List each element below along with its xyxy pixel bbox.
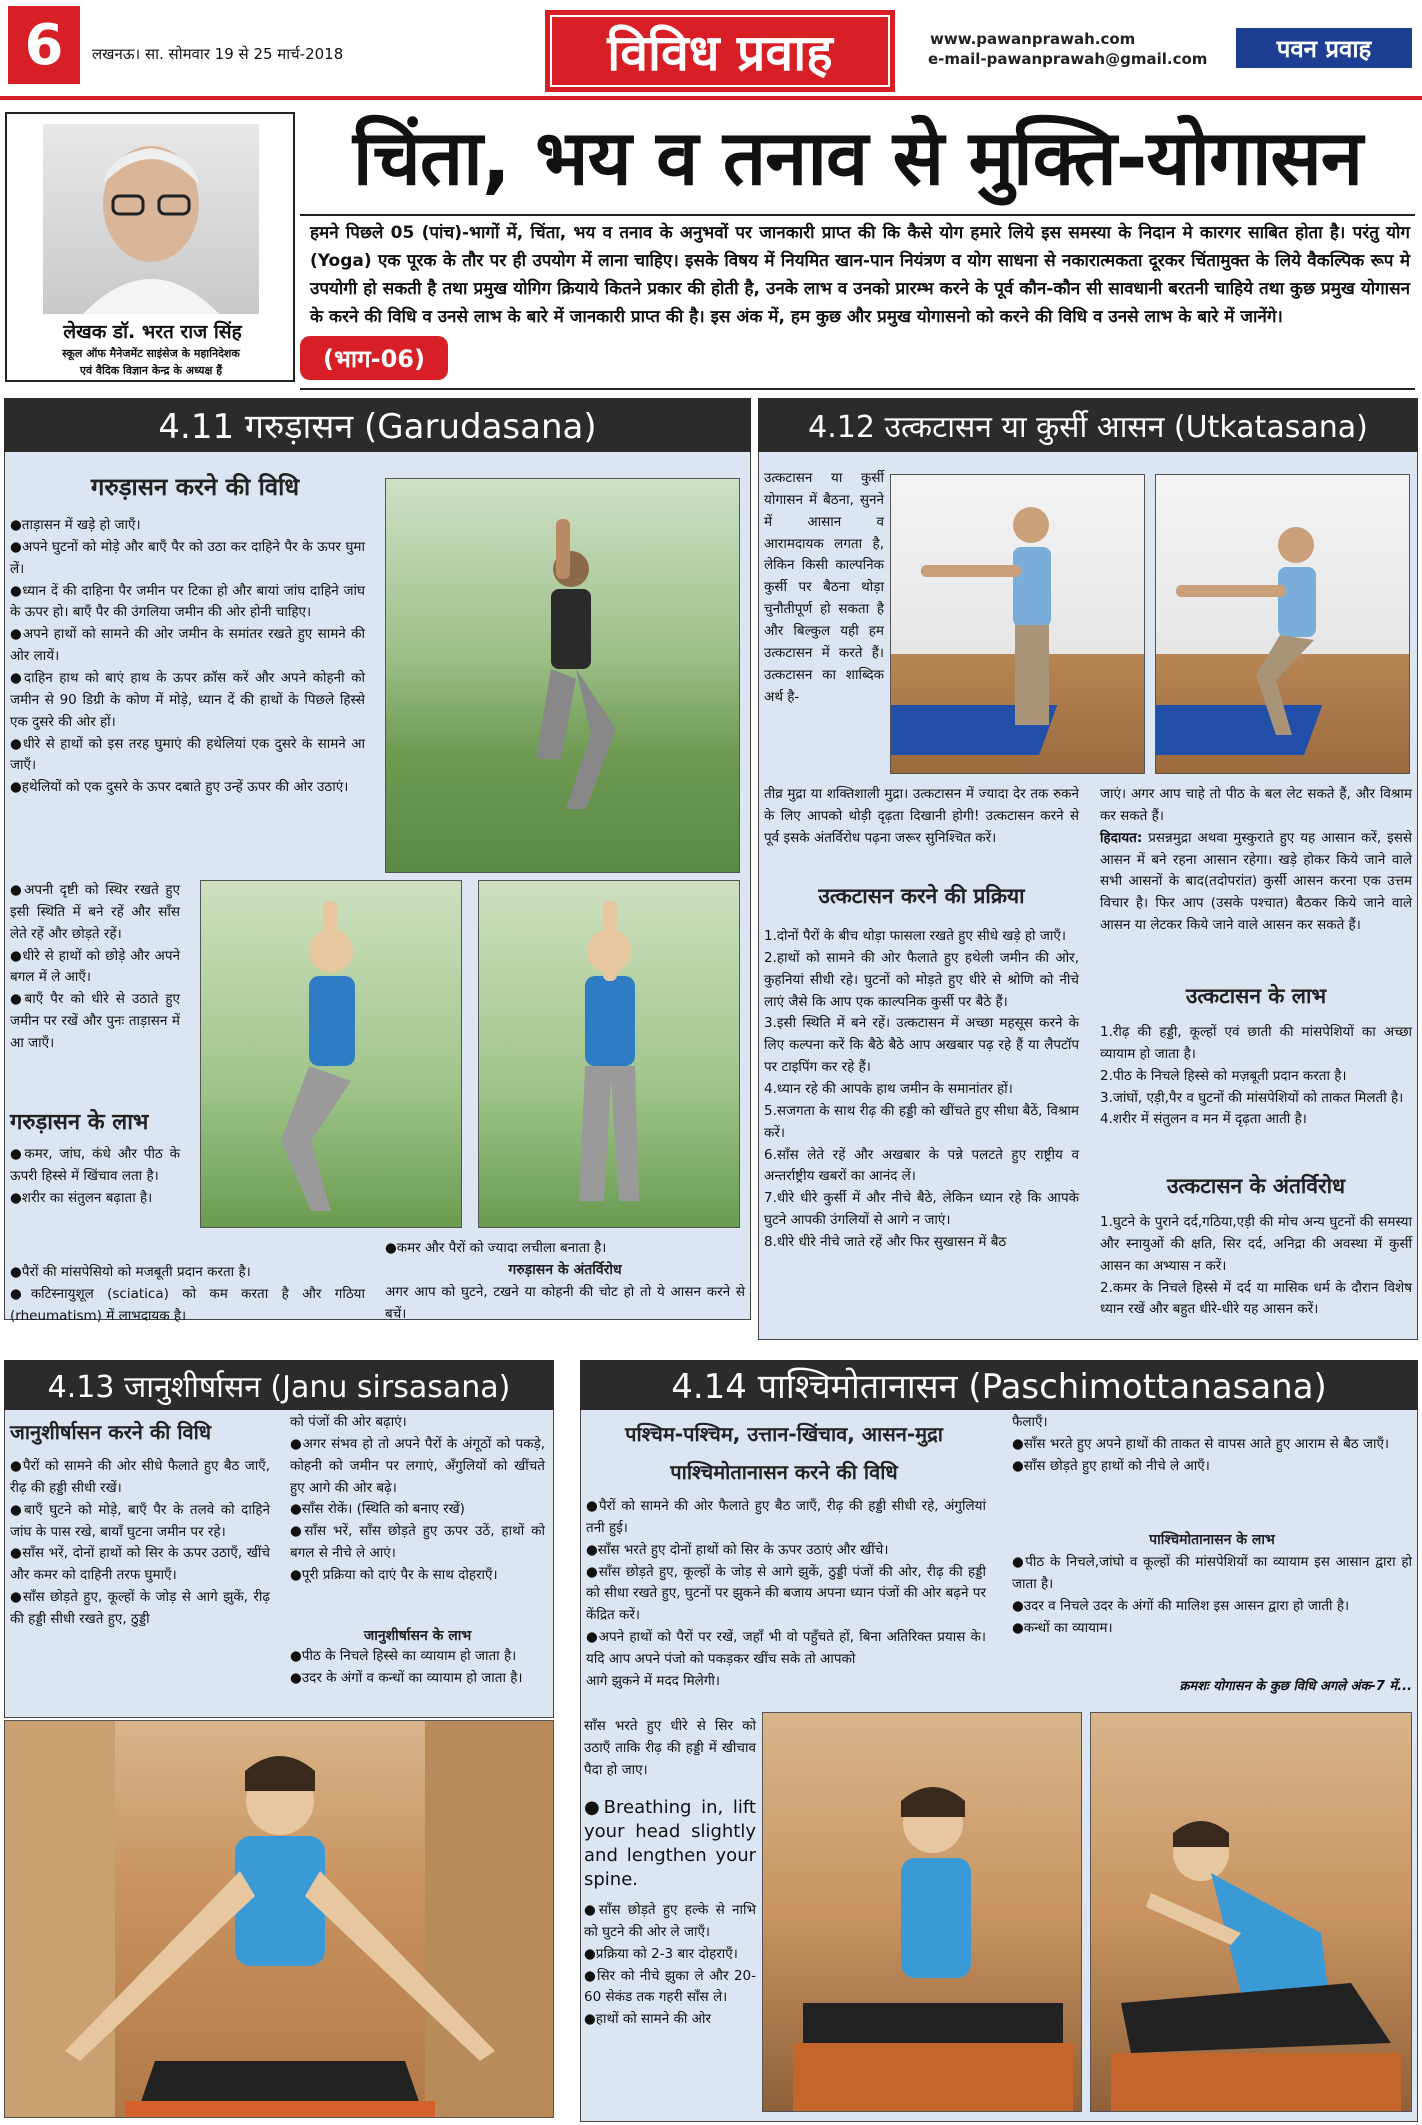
yoga-woman-eagle-pose-front-icon: [479, 881, 740, 1228]
page-number-box: 6: [8, 6, 80, 84]
part-label: (भाग-06): [300, 336, 448, 380]
yoga-person-eagle-pose-icon: [386, 479, 740, 873]
author-box: [5, 112, 295, 382]
yoga-woman-seated-pose-icon: [5, 1721, 554, 2118]
garudasana-method-head: गरुड़ासन करने की विधि: [90, 473, 300, 501]
logo: पवन प्रवाह: [1236, 28, 1412, 68]
yoga-man-chair-pose-standing-icon: [891, 475, 1145, 774]
paschi-method-head: पाश्चिमोतानासन करने की विधि: [670, 1460, 898, 1484]
email: e-mail-pawanprawah@gmail.com: [928, 50, 1208, 68]
author-designation-2: एवं वैदिक विज्ञान केन्द्र के अध्यक्ष हैं: [79, 364, 223, 377]
section-title: विविध प्रवाह: [545, 10, 895, 92]
yoga-man-chair-pose-squat-icon: [1156, 475, 1410, 774]
garudasana-benefits-narrow: ●कमर, जांघ, कंधे और पीठ के ऊपरी हिस्से में खिंचाव लता है। ●शरीर का संतुलन बढ़ाता है।: [10, 1146, 180, 1206]
garudasana-photo-park: [385, 478, 740, 873]
paschi-photo-1: [762, 1712, 1082, 2112]
utkatasana-photo-1: [890, 474, 1145, 774]
utkatasana-contra-head: उत्कटासन के अंतर्विरोध: [1166, 1174, 1345, 1198]
janu-benefits-head: जानुशीर्षासन के लाभ: [363, 1628, 472, 1644]
paschi-english: ●Breathing in, lift your head slightly and lengthen your spine.: [584, 1797, 756, 1891]
utkatasana-intro-narrow: उत्कटासन या कुर्सी योगासन में बैठना, सुनने में आसान व आरामदायक लगता है, लेकिन किसी काल्पनिक कुर्सी पर बैठना थोड़ा चुनौतीपूर्ण हो सकता है और बिल्कुल यही हम उत्कटासन में करते हैं। उत्कटासन का शाब्दिक अर्थ है-: [764, 470, 884, 705]
garudasana-benefits-head: गरुड़ासन के लाभ: [10, 1110, 149, 1135]
paschi-narrow-col2: ●साँस छोड़ते हुए हल्के से नाभि को घुटने की ओर ले जाएँ। ●प्रक्रिया को 2-3 बार दोहराएँ। ●सिर को नीचे झुका ले और 20-60 सेकंड तक गहरी साँस ले। ●हाथों को सामने की ओर: [584, 1902, 756, 2028]
paschi-col2: फैलाएँ। ●साँस भरते हुए अपने हाथों की ताकत से वापस आते हुए आराम से बैठ जाएँ। ●साँस छोड़ते हुए हाथों को नीचे ले आएँ।: [1012, 1414, 1390, 1474]
paschi-narrow-col: साँस भरते हुए धीरे से सिर को उठाएँ ताकि रीढ़ की हड्डी में खीचाव पैदा हो जाए।: [584, 1718, 756, 1778]
masthead-rule: [0, 96, 1422, 100]
yoga-woman-seated-upright-icon: [763, 1713, 1082, 2112]
garudasana-contra-head: गरुड़ासन के अंतर्विरोध: [508, 1262, 622, 1278]
janu-photo: [4, 1720, 554, 2118]
garudasana-title-bar: 4.11 गरुड़ासन (Garudasana): [4, 398, 751, 452]
tip-label: हिदायत:: [1100, 829, 1143, 846]
paschi-title-bar: 4.14 पाश्चिमोतानासन (Paschimottanasana): [580, 1360, 1418, 1410]
paschi-benefits-head: पाश्चिमोतानासन के लाभ: [1149, 1532, 1275, 1548]
author-name: लेखक डॉ. भरत राज सिंह: [63, 321, 242, 343]
janu-benefits: ●पीठ के निचले हिस्से का व्यायाम हो जाता है। ●उदर के अंगों व कन्धों का व्यायाम हो जाता है।: [290, 1648, 523, 1686]
website: www.pawanprawah.com: [930, 30, 1136, 48]
paschi-col1: ●पैरों को सामने की ओर फैलाते हुए बैठ जाएँ, रीढ़ की हड्डी सीधी रहे, अंगुलियां तनी हुई। ●साँस भरते हुए दोनों हाथों को सिर के ऊपर उठाएं और खींचे। ●साँस छोड़ते हुए, कूल्हों के जोड़ से आगे झुकें, ठुड्डी पंजों की ओर, रीढ़ की हड्डी को सीधा रखते हुए, घुटनों पर झुकने की बजाय अपना ध्यान पंजों की ओर बढ़ने पर केंद्रित करें। ●अपने हाथों को पैरों पर रखें, जहाँ भी वो पहुँचते हों, बिना अतिरिक्त प्रयास के। यदि आप अपने पंजो को पकड़कर खींच सके तो आपको आगे झुकने में मदद मिलेगी।: [586, 1498, 986, 1689]
paschi-photo-2: [1090, 1712, 1412, 2112]
author-portrait: [43, 124, 259, 314]
paschi-subtitle: पश्चिम-पश्चिम, उत्तान-खिंचाव, आसन-मुद्रा: [625, 1422, 943, 1446]
janu-col1: ●पैरों को सामने की ओर सीधे फैलाते हुए बैठ जाएँ, रीढ़ की हड्डी सीधी रखें। ●बाएँ घुटने को मोड़े, बाएँ पैर के तलवे को दाहिने जांघ के पास रखे, बायाँ घुटना जमीन पर रहे। ●साँस भरें, दोनों हाथों को सिर के ऊपर उठाएँ, खींचे और कमर को दाहिनी तरफ घुमाएँ। ●साँस छोड़ते हुए, कूल्हों के जोड़ से आगे झुकें, रीढ़ की हड्डी सीधी रखते हुए, ठुड्डी: [10, 1458, 270, 1628]
garudasana-contra-text: अगर आप को घुटने, टखने या कोहनी की चोट हो तो ये आसन करने से बचें।: [385, 1284, 745, 1322]
garudasana-photo-woman-2: [478, 880, 740, 1228]
garudasana-photo-woman-1: [200, 880, 462, 1228]
utkatasana-photo-2: [1155, 474, 1410, 774]
author-designation-1: स्कूल ऑफ मैनेजमेंट साइंसेज के महानिदेशक: [62, 347, 240, 360]
utkatasana-intro-wide: तीव्र मुद्रा या शक्तिशाली मुद्रा। उत्कटासन में ज्यादा देर तक रुकने के लिए आपको थोड़ी दृढ़ता दिखानी होगी! उत्कटासन करने से पूर्व इसके अंतर्विरोध पढ़ना जरूर सुनिश्चित करें।: [764, 786, 1079, 846]
janu-title-bar: 4.13 जानुशीर्षासन (Janu sirsasana): [4, 1360, 554, 1410]
yoga-woman-eagle-pose-icon: [201, 881, 462, 1228]
continued-note: क्रमशः योगासन के कुछ विधि अगले अंक-7 में...: [1179, 1679, 1412, 1694]
utkatasana-process-head: उत्कटासन करने की प्रक्रिया: [818, 884, 1025, 908]
headline: चिंता, भय व तनाव से मुक्ति-योगासन: [352, 113, 1363, 202]
utkatasana-steps: 1.दोनों पैरों के बीच थोड़ा फासला रखते हुए सीधे खड़े हो जाएँ। 2.हाथों को सामने की ओर फैलाते हुए हथेली जमीन की ओर, कुहनियां सीधी रहे। घुटनों को मोड़ते हुए धीरे से श्रोणि को नीचे लाएं जैसे कि आप एक काल्पनिक कुर्सी पर बैठे हैं। 3.इसी स्थिति में बने रहें। उत्कटासन में अच्छा महसूस करने के लिए कल्पना करें कि बैठे बैठे आप अखबार पढ़ रहे हैं या लैपटॉप पर टाइपिंग कर रहे हैं। 4.ध्यान रहे की आपके हाथ जमीन के समानांतर हों। 5.सजगता के साथ रीढ़ की हड्डी को खींचते हुए सीधा बैठें, विश्राम करें। 6.साँस लेते रहें और अखबार के पन्ने पलटते हुए राष्ट्रीय व अन्तर्राष्ट्रीय खबरों का आनंद लें। 7.धीरे धीरे कुर्सी में और नीचे बैठे, लेकिन ध्यान रहे कि आपके घुटने आपकी उंगलियों से आगे न जाएं। 8.धीरे धीरे नीचे जाते रहें और फिर सुखासन में बैठ: [764, 928, 1079, 1251]
garudasana-benefit-right: ●कमर और पैरों को ज्यादा लचीला बनाता है।: [385, 1240, 607, 1256]
utkatasana-title-bar: 4.12 उत्कटासन या कुर्सी आसन (Utkatasana): [758, 398, 1418, 452]
person-portrait-icon: [43, 124, 259, 314]
yoga-woman-forward-bend-icon: [1091, 1713, 1412, 2112]
intro-text: हमने पिछले 05 (पांच)-भागों में, चिंता, भय व तनाव के अनुभवों पर जानकारी प्राप्त की कि कैसे योग हमारे लिये इस समस्या के निदान मे कारगर साबित होता है। परंतु योग (Yoga) एक पूरक के तौर पर ही उपयोग में लाना चाहिए। इसके विषय में नियमित खान-पान नियंत्रण व योग साधना से नकारात्मकता दूरकर चिंतामुक्त के लिये वैकल्पिक रूप मे उपयोगी हो सकती है तथा प्रमुख योगिग क्रियाये कितने प्रकार की होती है, उनके लाभ व उनको प्रारम्भ करने के पूर्व कौन-कौन सी सावधानी बरतनी चाहिये तथा कुछ प्रमुख योगासन के करने की विधि व उनसे लाभ के बारे में जानकारी प्राप्त की है। इस अंक में, हम कुछ और प्रमुख योगासनो को करने की विधि व उनसे लाभ के बारे में जानेंगे।: [310, 223, 1410, 327]
janu-col2: को पंजों की ओर बढ़ाएं। ●अगर संभव हो तो अपने पैरों के अंगूठों को पकड़े, कोहनी को जमीन पर लगाएं, अँगुलियों को खींचते हुए आगे की ओर बढ़े। ●साँस रोकें। (स्थिति को बनाए रखें) ●साँस भरें, साँस छोड़ते हुए ऊपर उठें, हाथों को बगल से नीचे ले आएं। ●पूरी प्रक्रिया को दाएं पैर के साथ दोहराएँ।: [290, 1414, 545, 1584]
janu-method-head: जानुशीर्षासन करने की विधि: [10, 1420, 212, 1444]
garudasana-benefits-wide: ●पैरों की मांसपेसियो को मजबूती प्रदान करता है। ●कटिस्नायुशूल (sciatica) को कम करता है और गठिया (rheumatism) में लाभदायक है।: [10, 1264, 365, 1324]
garudasana-steps: ●ताड़ासन में खड़े हो जाएँ। ●अपने घुटनों को मोड़े और बाएँ पैर को उठा कर दाहिने पैर के ऊपर घुमा लें। ●ध्यान दें की दाहिना पैर जमीन पर टिका हो और बायां जांघ दाहिने जांघ के ऊपर हो। बाएँ पैर की उंगलिया जमीन की ओर होनी चाहिए। ●अपने हाथों को सामने की ओर जमीन के समांतर रखते हुए सामने की ओर लायें। ●दाहिन हाथ को बाएं हाथ के ऊपर क्रॉस करें और अपने कोहनी को जमीन से 90 डिग्री के कोण में मोड़े, ध्यान दें की हाथों के पिछले हिस्से एक दुसरे की ओर हों। ●धीरे से हाथों को इस तरह घुमाएं की हथेलियां एक दुसरे के सामने आ जाएँ। ●हथेलियों को एक दुसरे के ऊपर दबाते हुए उन्हें ऊपर की ओर उठाएं।: [10, 517, 365, 796]
utkatasana-right-col: जाएं। अगर आप चाहे तो पीठ के बल लेट सकते हैं, और विश्राम कर सकते हैं। हिदायत: प्रसन्नमुद्रा अथवा मुस्कुराते हुए यह आसान करें, इससे आसन में बने रहना आसान रहेगा। खड़े होकर किये जाने वाले सभी आसनों के बाद(तदोपरांत) कुर्सी आसन करना एक उत्तम विचार है। फिर आप (उसके पश्चात) बैठकर किये जाने वाले आसन या लेटकर किये जाने वाले आसन कर सकते हैं।: [1100, 786, 1412, 934]
dateline: लखनऊ। सा. सोमवार 19 से 25 मार्च-2018: [92, 45, 344, 63]
utkatasana-benefits-head: उत्कटासन के लाभ: [1185, 984, 1327, 1008]
utkatasana-contra: 1.घुटने के पुराने दर्द,गठिया,एड़ी की मोच अन्य घुटनों की समस्या और स्नायुओं की क्षति, सिर दर्द, अनिद्रा की अवस्था में कुर्सी आसन का अभ्यास न करें। 2.कमर के निचले हिस्से में दर्द या मासिक धर्म के दौरान विशेष ध्यान रखें और बहुत धीरे-धीरे यह आसन करें।: [1100, 1214, 1412, 1318]
garudasana-steps-narrow: ●अपनी दृष्टी को स्थिर रखते हुए इसी स्थिति में बने रहें और साँस लेते रहें और छोड़ते रहें। ●धीरे से हाथों को छोड़े और अपने बगल में ले आएँ। ●बाएँ पैर को धीरे से उठाते हुए जमीन पर रखें और पुनः ताड़ासन में आ जाएँ।: [10, 882, 180, 1052]
utkatasana-benefits: 1.रीढ़ की हड्डी, कूल्हों एवं छाती की मांसपेशियों का अच्छा व्यायाम हो जाता है। 2.पीठ के निचले हिस्से को मज़बूती प्रदान करता है। 3.जांघों, एड़ी,पैर व घुटनों की मांसपेशियों को ताकत मिलती है। 4.शरीर में संतुलन व मन में दृढ़ता आती है।: [1100, 1024, 1412, 1128]
paschi-benefits: ●पीठ के निचले,जांघो व कूल्हों की मांसपेशियों का व्यायाम इस आसान द्वारा हो जाता है। ●उदर व निचले उदर के अंगों की मालिश इस आसन द्वारा हो जाती है। ●कन्धों का व्यायाम।: [1012, 1554, 1412, 1636]
